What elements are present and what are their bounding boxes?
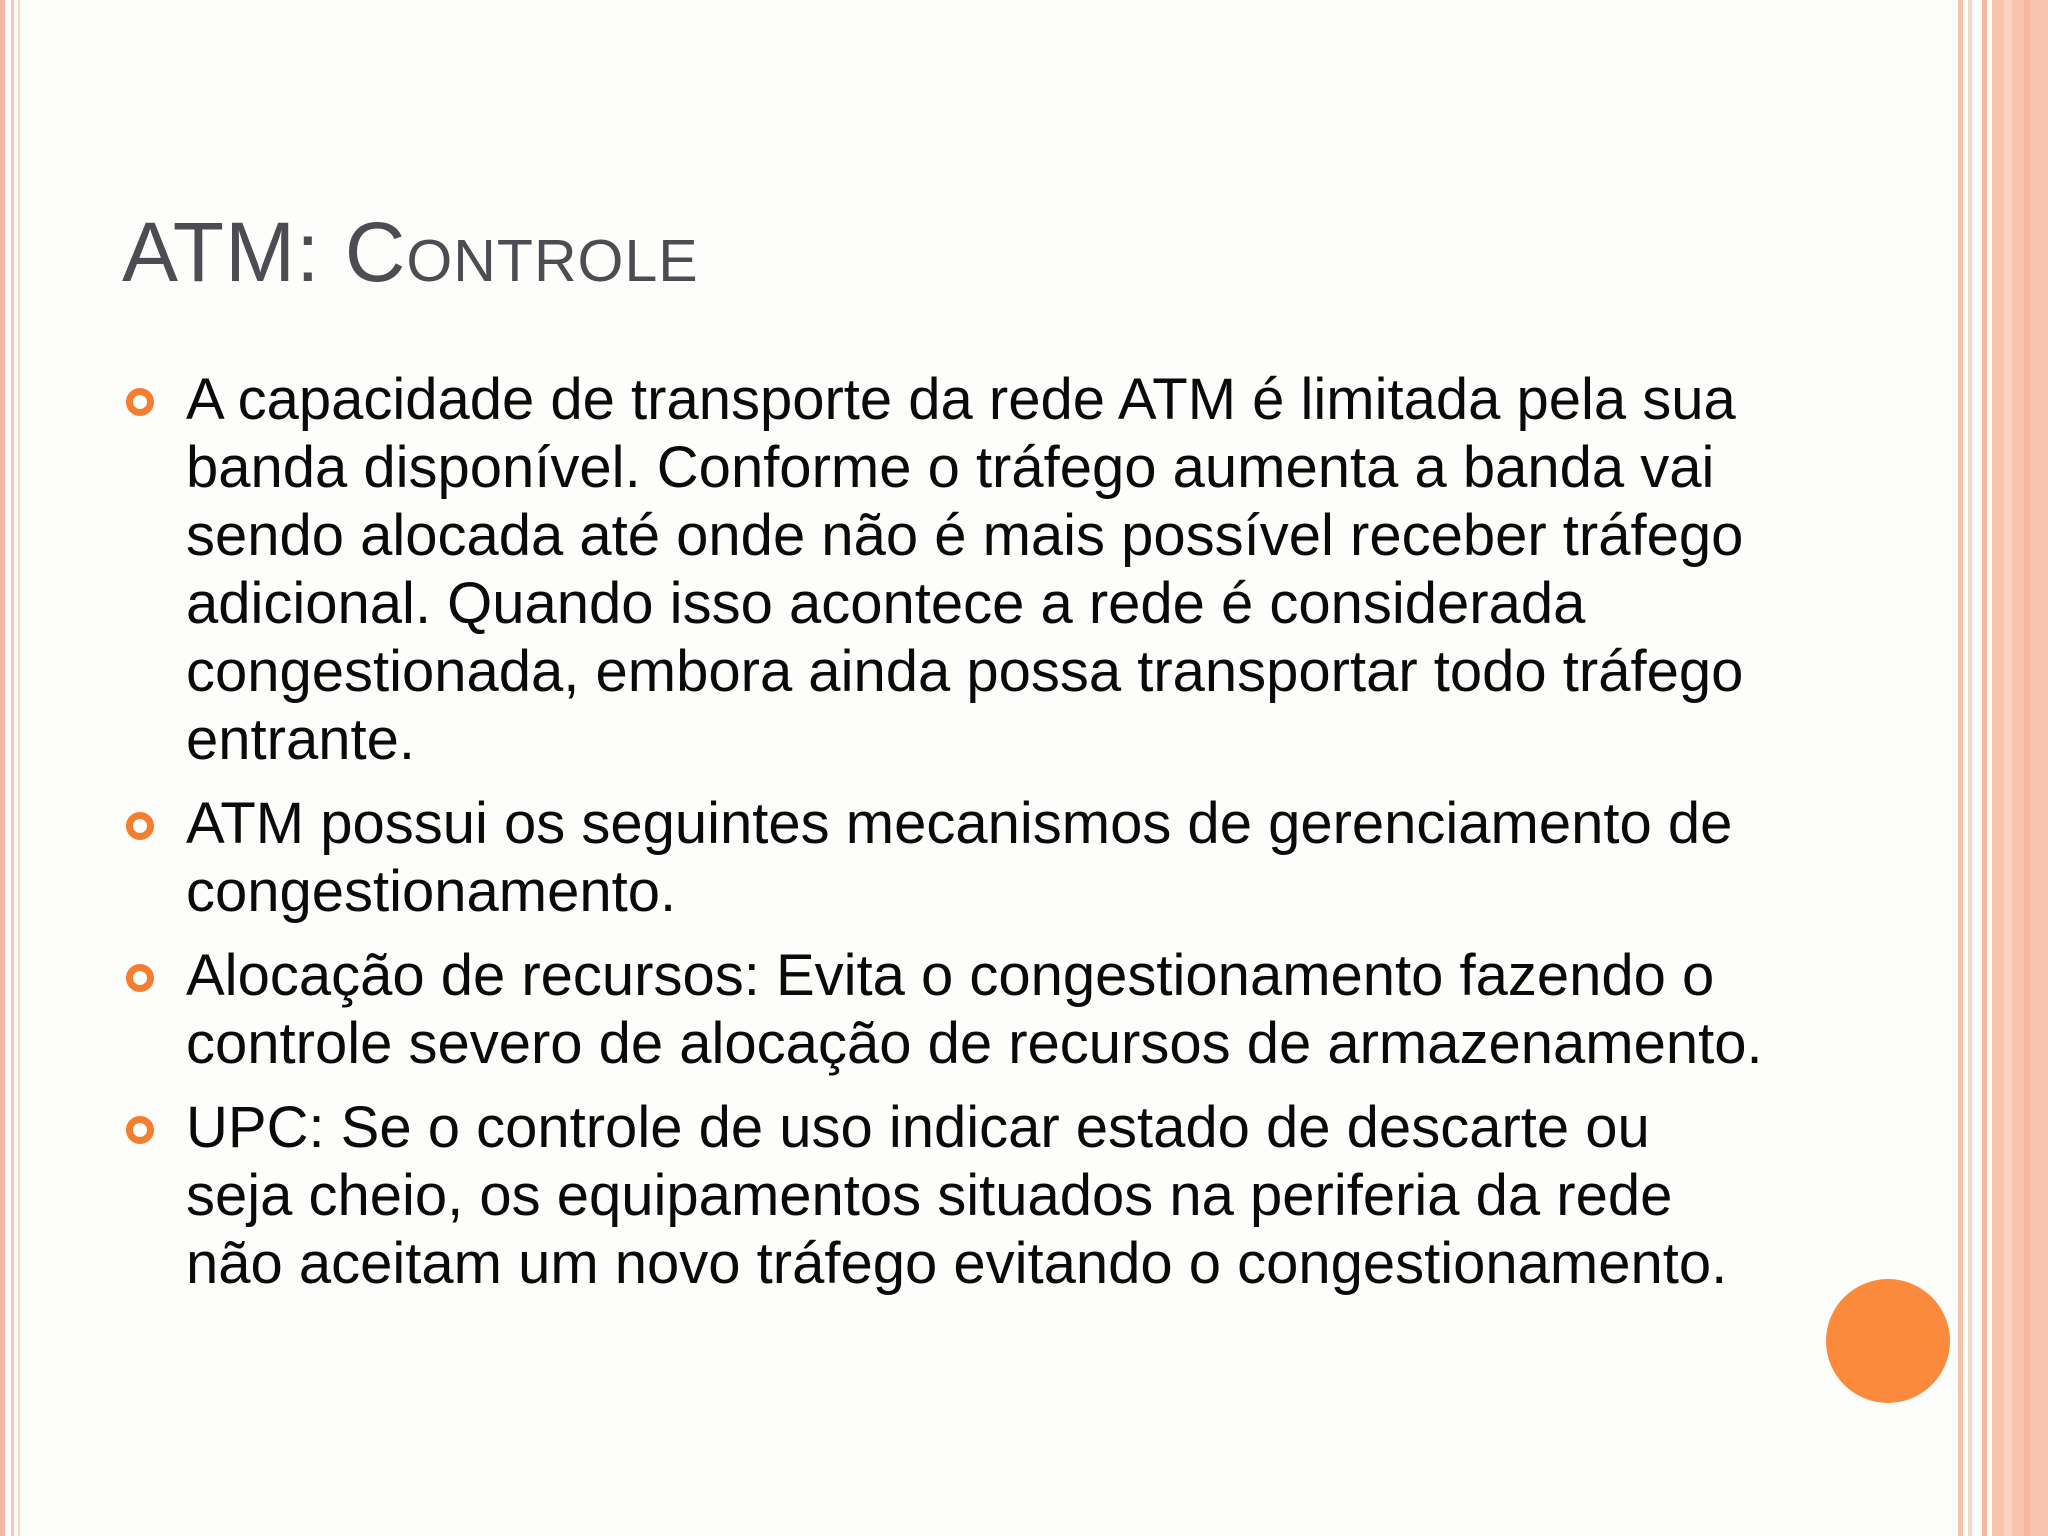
- bullet-ring-icon: [126, 388, 154, 416]
- bullet-text: ATM possui os seguintes mecanismos de gerenciamento de congestionamento.: [186, 791, 1733, 924]
- slide-title: ATM: Controle: [122, 205, 699, 299]
- bullet-ring-icon: [126, 812, 154, 840]
- bullet-ring-icon: [126, 1116, 154, 1144]
- decorative-circle: [1826, 1279, 1950, 1403]
- bullet-item: [124, 1094, 1764, 1298]
- bullet-text: A capacidade de transporte da rede ATM é limitada pela sua banda disponível. Conforme o tráfego aumenta a banda vai sendo alocada até onde não é mais possível receber tráfego adicional. Quando isso acontece a rede é considerada congestionada, embora ainda possa transportar todo tráfego entrante.: [186, 367, 1744, 772]
- right-border-stripe: [1958, 0, 1963, 1536]
- right-border-band-line: [2004, 0, 2012, 1536]
- bullet-item: [124, 366, 1764, 774]
- right-border-stripe: [1982, 0, 1987, 1536]
- right-border-stripe: [1968, 0, 1972, 1536]
- right-border-band-line: [2024, 0, 2030, 1536]
- bullet-item: [124, 942, 1764, 1078]
- bullet-list: [124, 366, 1764, 1314]
- left-border-stripe: [18, 0, 20, 1536]
- left-border-stripe: [0, 0, 5, 1536]
- right-border-band: [1992, 0, 2048, 1536]
- left-border-stripe: [11, 0, 14, 1536]
- bullet-text: Alocação de recursos: Evita o congestionamento fazendo o controle severo de alocação de recursos de armazenamento.: [186, 943, 1763, 1076]
- bullet-item: [124, 790, 1764, 926]
- bullet-ring-icon: [126, 964, 154, 992]
- bullet-text: UPC: Se o controle de uso indicar estado de descarte ou seja cheio, os equipamentos situados na periferia da rede não aceitam um novo tráfego evitando o congestionamento.: [186, 1095, 1728, 1296]
